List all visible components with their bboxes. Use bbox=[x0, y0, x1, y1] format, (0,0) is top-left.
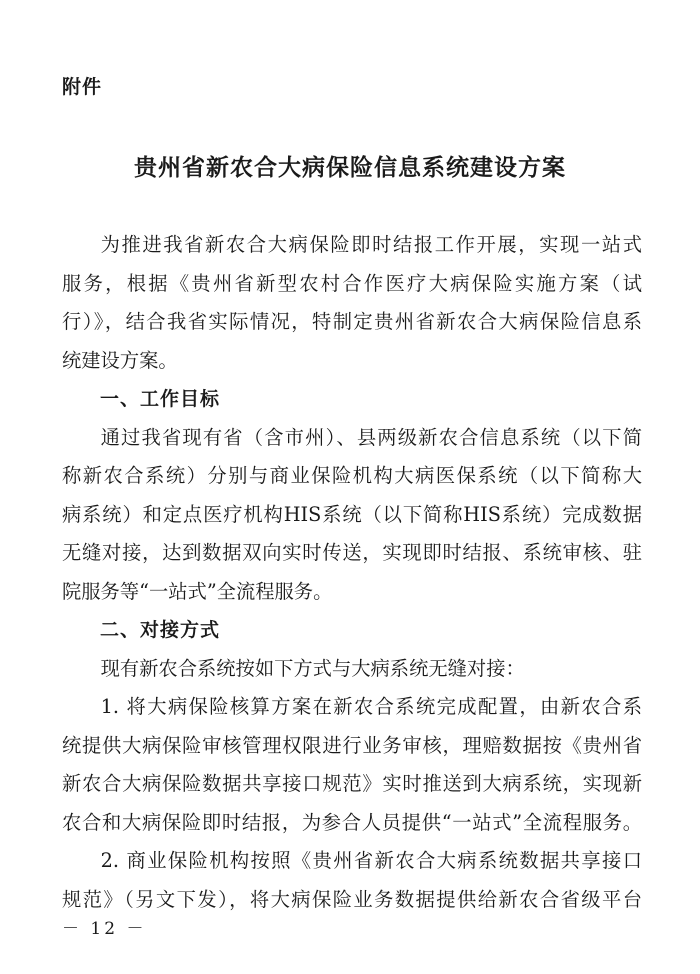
section-heading: 一、工作目标 bbox=[100, 388, 221, 410]
body-line: 农合和大病保险即时结报，为参合人员提供“一站式”全流程服务。 bbox=[62, 810, 642, 834]
body-line: 通过我省现有省（含市州）、县两级新农合信息系统（以下简 bbox=[100, 425, 642, 449]
section-heading: 二、对接方式 bbox=[100, 619, 221, 641]
body-line: 为推进我省新农合大病保险即时结报工作开展，实现一站式 bbox=[100, 233, 642, 256]
body-line: 2. 商业保险机构按照《贵州省新农合大病系统数据共享接口 bbox=[100, 849, 642, 872]
body-line: 统建设方案。 bbox=[62, 348, 178, 372]
body-line: 行）》，结合我省实际情况，特制定贵州省新农合大病保险信息系 bbox=[62, 310, 642, 333]
document-body bbox=[62, 226, 642, 919]
body-line: 规范》（另文下发），将大病保险业务数据提供给新农合省级平台 bbox=[62, 887, 642, 911]
body-line: 统提供大病保险审核管理权限进行业务审核，理赔数据按《贵州省 bbox=[62, 733, 642, 757]
body-line: 1. 将大病保险核算方案在新农合系统完成配置，由新农合系 bbox=[100, 695, 642, 718]
body-line: 院服务等“一站式”全流程服务。 bbox=[62, 579, 333, 603]
body-line: 服务，根据《贵州省新型农村合作医疗大病保险实施方案（试 bbox=[62, 271, 642, 295]
body-line: 病系统）和定点医疗机构HIS系统（以下简称HIS系统）完成数据 bbox=[62, 502, 642, 526]
page-number: － 12 － bbox=[62, 919, 147, 939]
body-line: 无缝对接，达到数据双向实时传送，实现即时结报、系统审核、驻 bbox=[62, 541, 642, 564]
document-title: 贵州省新农合大病保险信息系统建设方案 bbox=[134, 154, 566, 181]
body-line: 现有新农合系统按如下方式与大病系统无缝对接： bbox=[100, 656, 525, 680]
body-line: 新农合大病保险数据共享接口规范》实时推送到大病系统，实现新 bbox=[62, 772, 642, 795]
attachment-label: 附件 bbox=[62, 76, 103, 98]
body-line: 称新农合系统）分别与商业保险机构大病医保系统（以下简称大 bbox=[62, 464, 642, 487]
